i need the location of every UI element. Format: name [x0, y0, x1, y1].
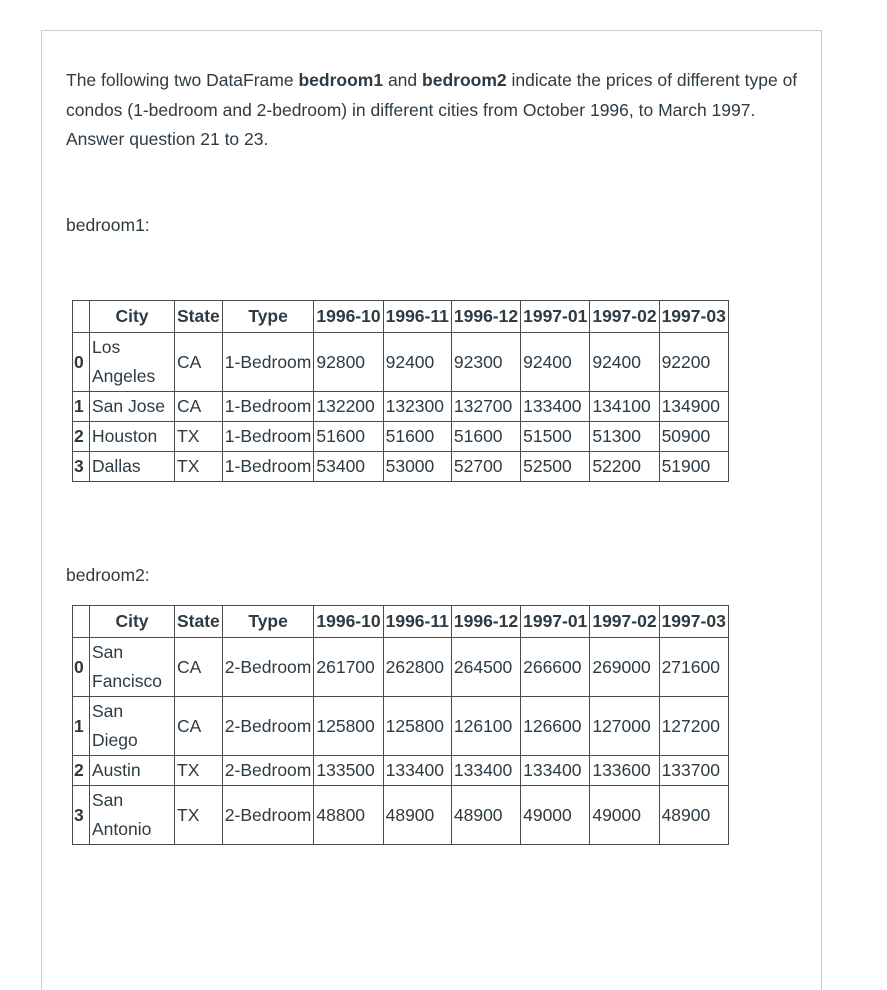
- state-cell: CA: [175, 333, 223, 392]
- city-cell: Los Angeles: [90, 333, 175, 392]
- column-header: 1996-10: [314, 606, 383, 638]
- price-cell: 92800: [314, 333, 383, 392]
- intro-text: indicate the prices of different type of condos (1-bedroom and 2-bedroom) in different cities from October 1996, to March 1997. Answer question 21 to 23.: [66, 70, 798, 149]
- column-header: Type: [222, 301, 314, 333]
- bedroom2-name: bedroom2: [422, 70, 507, 90]
- intro-text: The following two DataFrame: [66, 70, 299, 90]
- price-cell: 51600: [314, 422, 383, 452]
- price-cell: 48900: [383, 786, 451, 845]
- price-cell: 125800: [314, 697, 383, 756]
- table-row: [73, 333, 729, 392]
- price-cell: 132300: [383, 392, 451, 422]
- column-header: 1996-10: [314, 301, 383, 333]
- type-cell: 1-Bedroom: [222, 452, 314, 482]
- table-header-row: [73, 606, 729, 638]
- state-cell: TX: [175, 786, 223, 845]
- city-cell: Austin: [90, 756, 175, 786]
- price-cell: 126100: [451, 697, 520, 756]
- question-intro: [66, 66, 806, 155]
- price-cell: 261700: [314, 638, 383, 697]
- row-index: 2: [73, 422, 90, 452]
- table-row: [73, 452, 729, 482]
- column-header: 1997-01: [521, 606, 590, 638]
- price-cell: 51300: [590, 422, 659, 452]
- row-index: 1: [73, 392, 90, 422]
- price-cell: 52500: [521, 452, 590, 482]
- type-cell: 2-Bedroom: [222, 697, 314, 756]
- intro-text: and: [383, 70, 423, 90]
- row-index: 2: [73, 756, 90, 786]
- bedroom1-table: [72, 300, 729, 482]
- price-cell: 134100: [590, 392, 659, 422]
- price-cell: 262800: [383, 638, 451, 697]
- column-header: State: [175, 301, 223, 333]
- type-cell: 1-Bedroom: [222, 392, 314, 422]
- price-cell: 49000: [590, 786, 659, 845]
- price-cell: 127200: [659, 697, 728, 756]
- price-cell: 92400: [383, 333, 451, 392]
- price-cell: 52200: [590, 452, 659, 482]
- price-cell: 264500: [451, 638, 520, 697]
- price-cell: 271600: [659, 638, 728, 697]
- bedroom2-label: bedroom2:: [66, 565, 150, 585]
- price-cell: 132700: [451, 392, 520, 422]
- type-cell: 2-Bedroom: [222, 786, 314, 845]
- price-cell: 133400: [521, 392, 590, 422]
- state-cell: CA: [175, 392, 223, 422]
- type-cell: 1-Bedroom: [222, 422, 314, 452]
- column-header: 1996-12: [451, 606, 520, 638]
- bedroom1-name: bedroom1: [298, 70, 384, 90]
- city-cell: San Antonio: [90, 786, 175, 845]
- price-cell: 50900: [659, 422, 728, 452]
- price-cell: 132200: [314, 392, 383, 422]
- price-cell: 51600: [383, 422, 451, 452]
- price-cell: 52700: [451, 452, 520, 482]
- price-cell: 48900: [659, 786, 728, 845]
- column-header: 1996-11: [383, 301, 451, 333]
- column-header: 1996-11: [383, 606, 451, 638]
- type-cell: 2-Bedroom: [222, 756, 314, 786]
- row-index: 3: [73, 786, 90, 845]
- table-row: [73, 422, 729, 452]
- row-index: 1: [73, 697, 90, 756]
- type-cell: 1-Bedroom: [222, 333, 314, 392]
- price-cell: 92200: [659, 333, 728, 392]
- row-index: 3: [73, 452, 90, 482]
- state-cell: TX: [175, 756, 223, 786]
- column-header: 1996-12: [451, 301, 520, 333]
- price-cell: 92400: [590, 333, 659, 392]
- price-cell: 92300: [451, 333, 520, 392]
- price-cell: 51500: [521, 422, 590, 452]
- price-cell: 49000: [521, 786, 590, 845]
- state-cell: TX: [175, 452, 223, 482]
- column-header: 1997-03: [659, 606, 728, 638]
- price-cell: 133700: [659, 756, 728, 786]
- price-cell: 48900: [451, 786, 520, 845]
- price-cell: 48800: [314, 786, 383, 845]
- price-cell: 53000: [383, 452, 451, 482]
- price-cell: 92400: [521, 333, 590, 392]
- column-header: 1997-01: [521, 301, 590, 333]
- table-row: [73, 392, 729, 422]
- price-cell: 51900: [659, 452, 728, 482]
- price-cell: 53400: [314, 452, 383, 482]
- column-header: City: [90, 606, 175, 638]
- table-row: [73, 697, 729, 756]
- price-cell: 269000: [590, 638, 659, 697]
- column-header: State: [175, 606, 223, 638]
- column-header: Type: [222, 606, 314, 638]
- type-cell: 2-Bedroom: [222, 638, 314, 697]
- city-cell: San Fancisco: [90, 638, 175, 697]
- price-cell: 126600: [521, 697, 590, 756]
- price-cell: 133400: [521, 756, 590, 786]
- price-cell: 133600: [590, 756, 659, 786]
- column-header: 1997-03: [659, 301, 728, 333]
- table-row: [73, 786, 729, 845]
- index-header: [73, 606, 90, 638]
- price-cell: 266600: [521, 638, 590, 697]
- city-cell: Dallas: [90, 452, 175, 482]
- price-cell: 51600: [451, 422, 520, 452]
- bedroom2-table: [72, 605, 729, 845]
- table-header-row: [73, 301, 729, 333]
- table-row: [73, 638, 729, 697]
- price-cell: 125800: [383, 697, 451, 756]
- column-header: 1997-02: [590, 301, 659, 333]
- question-card: [41, 30, 822, 990]
- row-index: 0: [73, 333, 90, 392]
- row-index: 0: [73, 638, 90, 697]
- column-header: 1997-02: [590, 606, 659, 638]
- state-cell: CA: [175, 638, 223, 697]
- state-cell: CA: [175, 697, 223, 756]
- city-cell: San Jose: [90, 392, 175, 422]
- price-cell: 133400: [383, 756, 451, 786]
- bedroom1-label: bedroom1:: [66, 215, 150, 235]
- city-cell: Houston: [90, 422, 175, 452]
- price-cell: 133500: [314, 756, 383, 786]
- price-cell: 134900: [659, 392, 728, 422]
- city-cell: San Diego: [90, 697, 175, 756]
- table-row: [73, 756, 729, 786]
- price-cell: 127000: [590, 697, 659, 756]
- index-header: [73, 301, 90, 333]
- column-header: City: [90, 301, 175, 333]
- price-cell: 133400: [451, 756, 520, 786]
- state-cell: TX: [175, 422, 223, 452]
